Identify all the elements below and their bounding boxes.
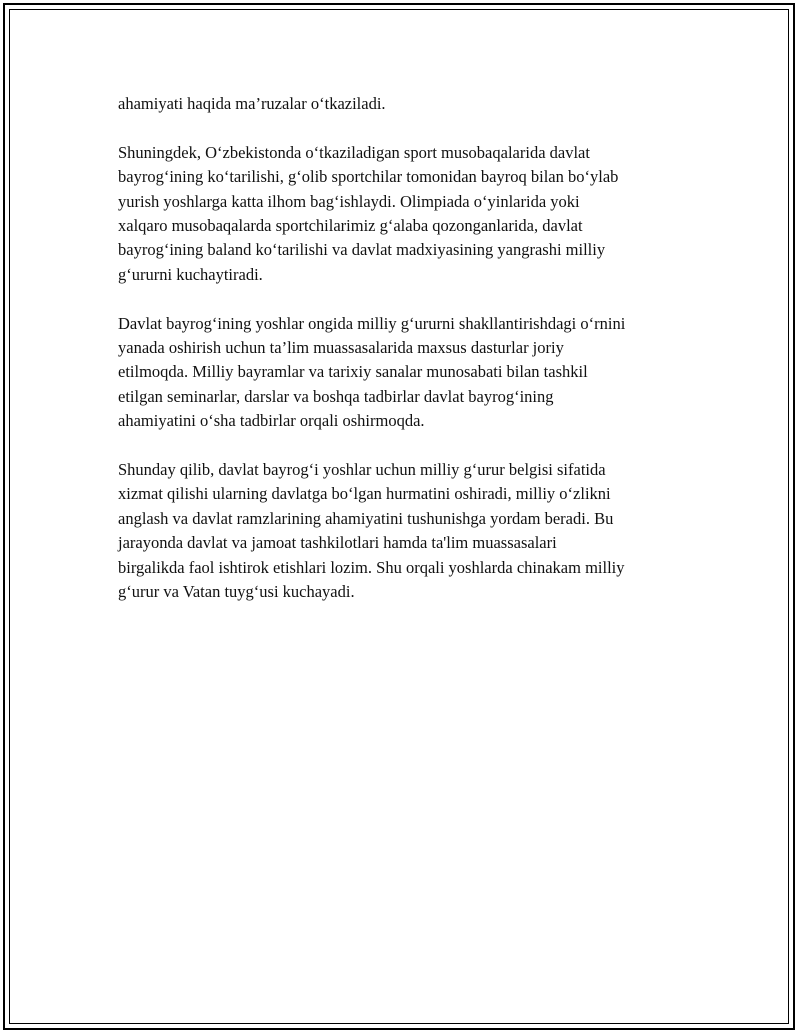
paragraph-line: birgalikda faol ishtirok etishlari lozim. Shu orqali yoshlarda chinakam milliy [118,557,625,577]
paragraph-line: anglash va davlat ramzlarining ahamiyatini tushunishga yordam beradi. Bu [118,508,614,528]
paragraph-4 [118,458,698,604]
paragraph-line: bayrog‘ining baland ko‘tarilishi va davlat madxiyasining yangrashi milliy [118,240,606,260]
paragraph-line: Shuningdek, O‘zbekistonda o‘tkaziladigan sport musobaqalarida davlat [118,142,590,162]
paragraph-3 [118,312,698,434]
paragraph-line: bayrog‘ining ko‘tarilishi, g‘olib sportchilar tomonidan bayroq bilan bo‘ylab [118,167,619,187]
paragraph-line: etilgan seminarlar, darslar va boshqa tadbirlar davlat bayrog‘ining [118,386,554,406]
document-body [118,92,698,629]
paragraph-line: jarayonda davlat va jamoat tashkilotlari hamda ta'lim muassasalari [118,533,557,553]
paragraph-line: Shunday qilib, davlat bayrog‘i yoshlar uchun milliy g‘urur belgisi sifatida [118,460,606,480]
paragraph-line: ahamiyati haqida ma’ruzalar o‘tkaziladi. [118,94,386,113]
paragraph-line: g‘urur va Vatan tuyg‘usi kuchayadi. [118,582,355,602]
paragraph-line: g‘ururni kuchaytiradi. [118,264,263,284]
paragraph-1 [118,92,698,116]
paragraph-line: yanada oshirish uchun ta’lim muassasalarida maxsus dasturlar joriy [118,338,564,358]
paragraph-line: Davlat bayrog‘ining yoshlar ongida milliy g‘ururni shakllantirishdagi o‘rnini [118,313,626,333]
paragraph-2 [118,141,698,287]
paragraph-line: xalqaro musobaqalarda sportchilarimiz g‘alaba qozonganlarida, davlat [118,216,583,236]
paragraph-line: yurish yoshlarga katta ilhom bag‘ishlaydi. Olimpiada o‘yinlarida yoki [118,191,580,211]
paragraph-line: ahamiyatini o‘sha tadbirlar orqali oshirmoqda. [118,411,425,431]
paragraph-line: xizmat qilishi ularning davlatga bo‘lgan hurmatini oshiradi, milliy o‘zlikni [118,484,611,504]
paragraph-line: etilmoqda. Milliy bayramlar va tarixiy sanalar munosabati bilan tashkil [118,362,588,382]
